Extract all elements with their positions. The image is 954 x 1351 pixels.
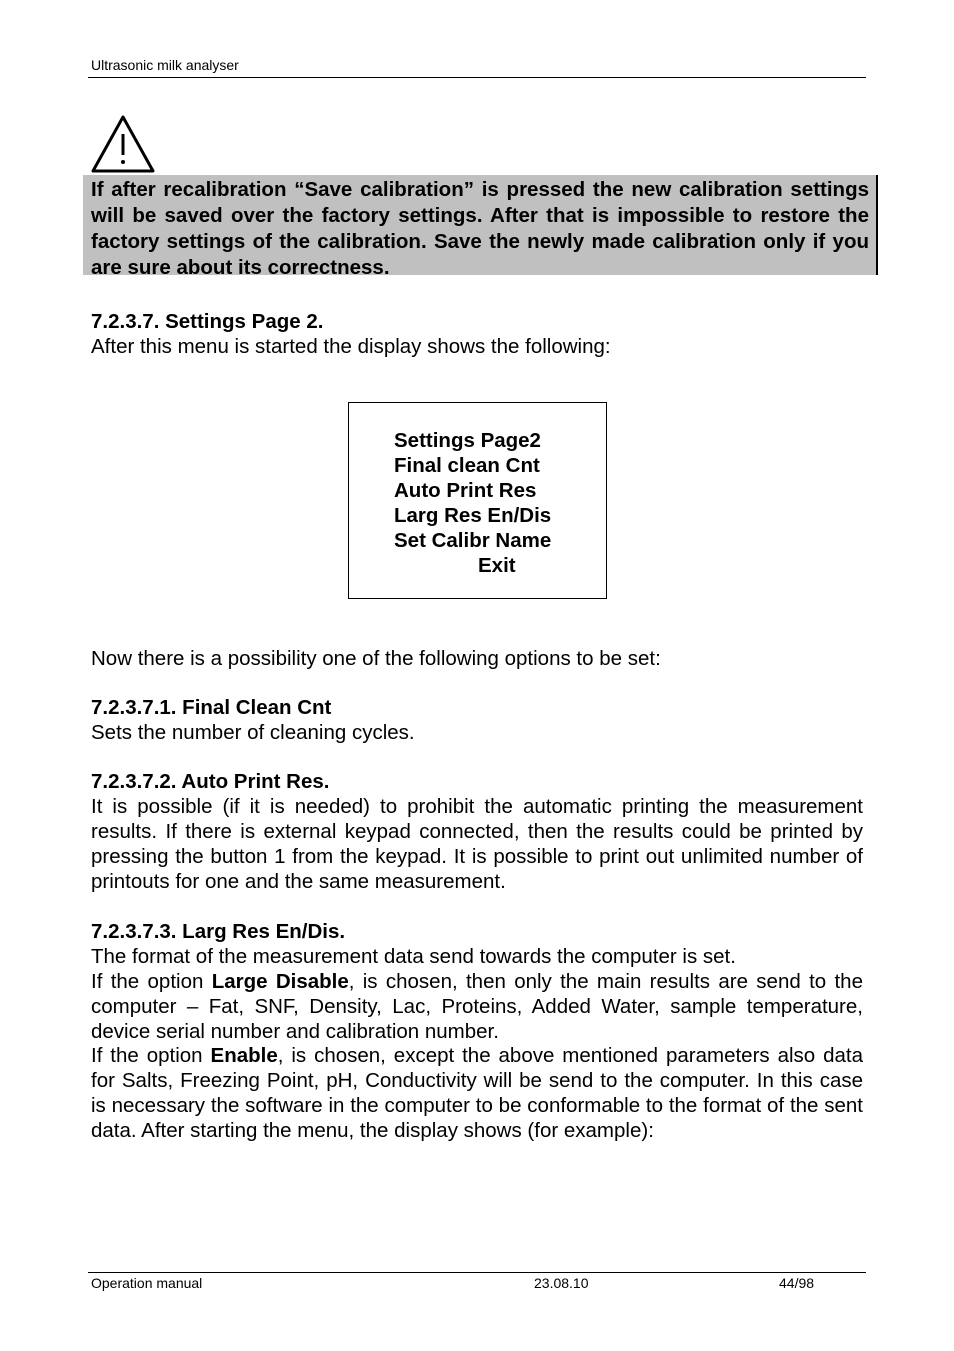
sub2-heading: 7.2.3.7.2. Auto Print Res. — [91, 770, 330, 793]
option-enable: Enable — [210, 1044, 278, 1067]
sub1-heading: 7.2.3.7.1. Final Clean Cnt — [91, 696, 332, 719]
option-large-disable: Large Disable — [211, 970, 349, 993]
footer-left: Operation manual — [91, 1275, 203, 1291]
display-line: Set Calibr Name — [394, 529, 552, 552]
display-screen — [348, 402, 607, 599]
warning-triangle-icon — [90, 114, 156, 174]
sub3-para3: If the option Enable, is chosen, except the above mentioned parameters also data for Salts, Freezing Point, pH, Conductivity will be send to the computer. In this case is necessary the software in the computer to be conformable to the format of the sent data. After starting the menu, the display shows (for example): — [91, 1044, 863, 1142]
sub1-text: Sets the number of cleaning cycles. — [91, 721, 415, 744]
display-line-exit: Exit — [478, 554, 516, 577]
display-line: Larg Res En/Dis — [394, 504, 552, 527]
sub3-text1: The format of the measurement data send towards the computer is set. — [91, 945, 736, 968]
footer-date: 23.08.10 — [534, 1275, 589, 1291]
options-intro: Now there is a possibility one of the following options to be set: — [91, 647, 661, 670]
sub2-text: It is possible (if it is needed) to prohibit the automatic printing the measurement results. If there is external keypad connected, then the results could be printed by pressing the button 1 from the keypad. It is possible to print out unlimited number of printouts for one and the same measurement. — [91, 795, 863, 893]
sub3-para2: If the option Large Disable, is chosen, then only the main results are send to the computer – Fat, SNF, Density, Lac, Proteins, Added Water, sample temperature, device serial number and calibration number. — [91, 970, 863, 1043]
section-heading: 7.2.3.7. Settings Page 2. — [91, 310, 324, 333]
display-line: Final clean Cnt — [394, 454, 540, 477]
header-rule — [88, 77, 866, 78]
footer-rule — [88, 1272, 866, 1273]
section-intro: After this menu is started the display shows the following: — [91, 335, 611, 358]
warning-box: If after recalibration “Save calibration” is pressed the new calibration settings will be saved over the factory settings. After that is impossible to restore the factory settings of the calibration. Save the newly made calibration only if you are sure about its correctness. — [83, 175, 878, 275]
sub3-heading: 7.2.3.7.3. Larg Res En/Dis. — [91, 920, 346, 943]
display-line: Auto Print Res — [394, 479, 537, 502]
footer-page: 44/98 — [779, 1275, 815, 1291]
header-title: Ultrasonic milk analyser — [91, 57, 239, 73]
display-line: Settings Page2 — [394, 429, 541, 452]
